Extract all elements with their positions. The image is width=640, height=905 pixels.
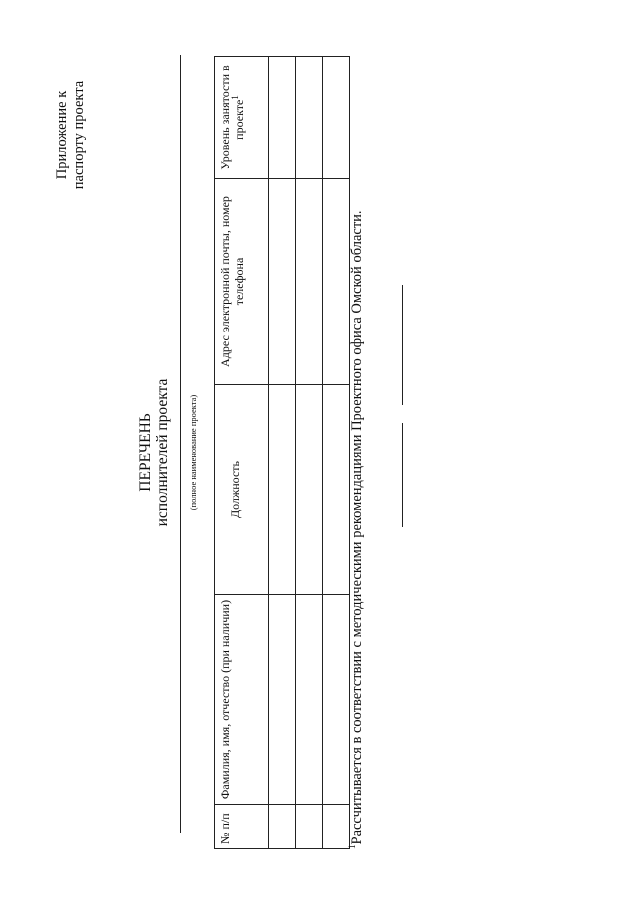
table-cell xyxy=(296,179,323,385)
table-cell xyxy=(296,595,323,805)
document-title: ПЕРЕЧЕНЬ xyxy=(137,413,154,492)
header-employment-level-label: Уровень занятости в проекте xyxy=(218,65,246,170)
table-row xyxy=(323,57,350,849)
header-footnote-mark: 1 xyxy=(230,95,240,100)
header-employment-level xyxy=(215,57,269,179)
project-name-line xyxy=(180,55,181,833)
header-number: № п/п xyxy=(215,805,269,849)
footnote-text: Рассчитывается в соответствии с методическими рекомендациями Проектного офиса Омской области. xyxy=(349,210,365,845)
header-contacts: Адрес электронной почты, номер телефона xyxy=(215,179,269,385)
header-position: Должность xyxy=(215,385,269,595)
table-cell xyxy=(323,595,350,805)
table-cell xyxy=(296,805,323,849)
appendix-line-1: Приложение к xyxy=(54,90,70,180)
project-name-caption: (полное наименование проекта) xyxy=(188,394,198,511)
footnote-mark: 1 xyxy=(347,844,358,849)
appendix-line-2: паспорту проекта xyxy=(71,80,87,190)
table-cell xyxy=(269,179,296,385)
table-header-row xyxy=(215,57,269,849)
table-cell xyxy=(323,385,350,595)
footnote xyxy=(349,149,366,849)
table-cell xyxy=(323,179,350,385)
table-cell xyxy=(323,805,350,849)
table-row xyxy=(296,57,323,849)
table-row xyxy=(269,57,296,849)
table-cell xyxy=(269,385,296,595)
table-cell xyxy=(296,385,323,595)
table-cell xyxy=(323,57,350,179)
closing-line xyxy=(402,423,403,527)
document-subtitle: исполнителей проекта xyxy=(154,378,171,527)
appendix-note xyxy=(54,45,88,225)
table-cell xyxy=(269,805,296,849)
table-cell xyxy=(269,57,296,179)
table-cell xyxy=(296,57,323,179)
closing-line xyxy=(402,285,403,405)
table-cell xyxy=(269,595,296,805)
header-full-name: Фамилия, имя, отчество (при наличии) xyxy=(215,595,269,805)
executors-table xyxy=(214,56,350,849)
